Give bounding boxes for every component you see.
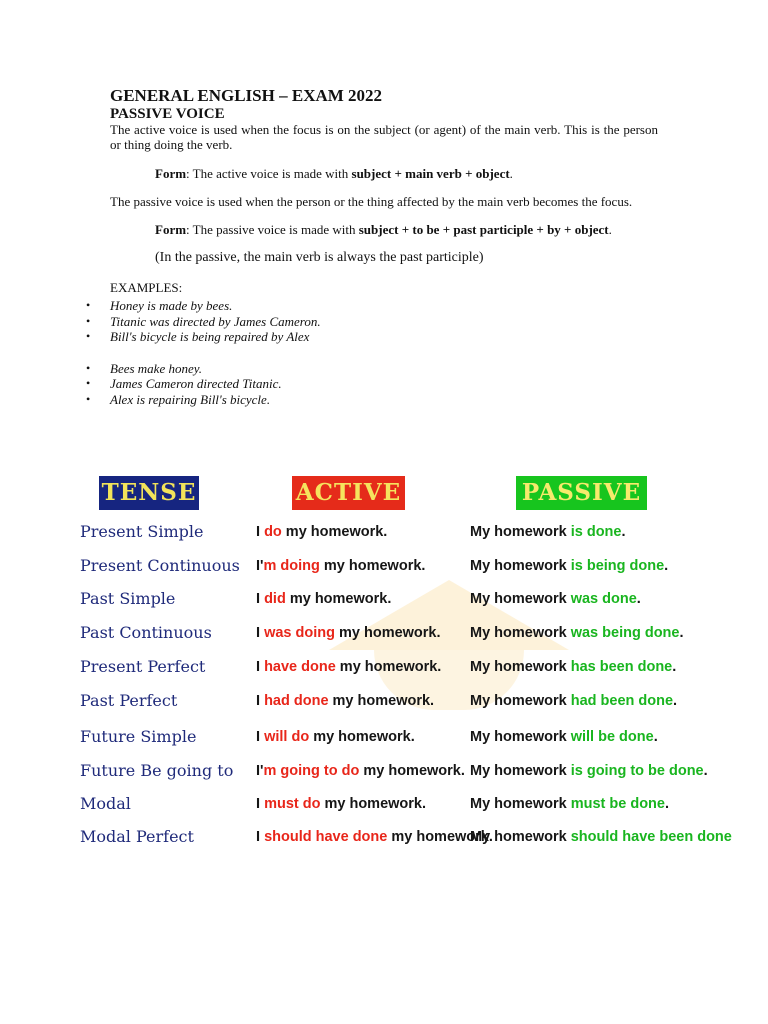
document-title: GENERAL ENGLISH – EXAM 2022: [110, 86, 383, 105]
table-row: [74, 622, 710, 652]
passive-sentence: My homework was being done.: [470, 625, 684, 641]
tense-label: Future Simple: [80, 727, 197, 746]
passive-sentence: My homework will be done.: [470, 729, 658, 745]
table-row: [74, 521, 710, 551]
examples-active-list: [86, 361, 634, 408]
active-sentence: I'm going to do my homework.: [256, 763, 465, 779]
paragraph-active-voice: The active voice is used when the focus is on the subject (or agent) of the main verb. This is the person or thing doing the verb.: [110, 122, 658, 152]
active-sentence: I'm doing my homework.: [256, 558, 426, 574]
list-item: • Honey is made by bees.: [86, 298, 634, 314]
table-row: [74, 555, 710, 585]
tense-label: Past Simple: [80, 589, 176, 608]
passive-sentence: My homework is being done.: [470, 558, 669, 574]
tense-label: Present Perfect: [80, 657, 206, 676]
passive-sentence: My homework should have been done: [470, 829, 732, 845]
tense-table-image: [74, 470, 732, 850]
tense-label: Present Simple: [80, 522, 204, 541]
passive-sentence: My homework has been done.: [470, 659, 677, 675]
tense-label: Past Perfect: [80, 691, 178, 710]
passive-note: (In the passive, the main verb is always the past participle): [155, 250, 484, 265]
header-active: ACTIVE: [292, 476, 405, 510]
header-tense: TENSE: [99, 476, 199, 510]
passive-sentence: My homework had been done.: [470, 693, 678, 709]
table-row: [74, 690, 710, 720]
section-title: PASSIVE VOICE: [110, 106, 225, 122]
table-row: [74, 826, 732, 856]
header-passive: PASSIVE: [516, 476, 647, 510]
tense-label: Past Continuous: [80, 623, 212, 642]
active-sentence: I was doing my homework.: [256, 625, 441, 641]
tense-label: Future Be going to: [80, 761, 234, 780]
tense-label: Modal: [80, 794, 131, 813]
tense-label: Present Continuous: [80, 556, 240, 575]
active-sentence: I do my homework.: [256, 524, 388, 540]
list-item: • James Cameron directed Titanic.: [86, 376, 634, 392]
table-row: [74, 793, 710, 823]
paragraph-passive-voice: The passive voice is used when the person or the thing affected by the main verb becomes the focus.: [110, 194, 633, 209]
table-row: [74, 760, 710, 790]
document-body: [110, 86, 658, 407]
tense-label: Modal Perfect: [80, 827, 194, 846]
examples-label: EXAMPLES:: [110, 280, 183, 295]
list-item: • Bill's bicycle is being repaired by Alex: [86, 329, 634, 345]
passive-sentence: My homework must be done.: [470, 796, 670, 812]
passive-sentence: My homework is done.: [470, 524, 626, 540]
table-row: [74, 588, 710, 618]
active-sentence: I will do my homework.: [256, 729, 415, 745]
passive-sentence: My homework was done.: [470, 591, 641, 607]
table-row: [74, 726, 710, 756]
active-sentence: I must do my homework.: [256, 796, 427, 812]
active-sentence: I have done my homework.: [256, 659, 442, 675]
passive-sentence: My homework is going to be done.: [470, 763, 708, 779]
active-sentence: I had done my homework.: [256, 693, 435, 709]
list-item: • Alex is repairing Bill's bicycle.: [86, 392, 634, 408]
list-item: • Titanic was directed by James Cameron.: [86, 314, 634, 330]
table-row: [74, 656, 710, 686]
active-sentence: I did my homework.: [256, 591, 392, 607]
list-item: • Bees make honey.: [86, 361, 634, 377]
form-passive: Form: The passive voice is made with subject + to be + past participle + by + object.: [155, 222, 612, 237]
examples-passive-list: [86, 298, 634, 345]
active-sentence: I should have done my homework.: [256, 829, 493, 845]
form-active: Form: The active voice is made with subject + main verb + object.: [155, 166, 513, 181]
